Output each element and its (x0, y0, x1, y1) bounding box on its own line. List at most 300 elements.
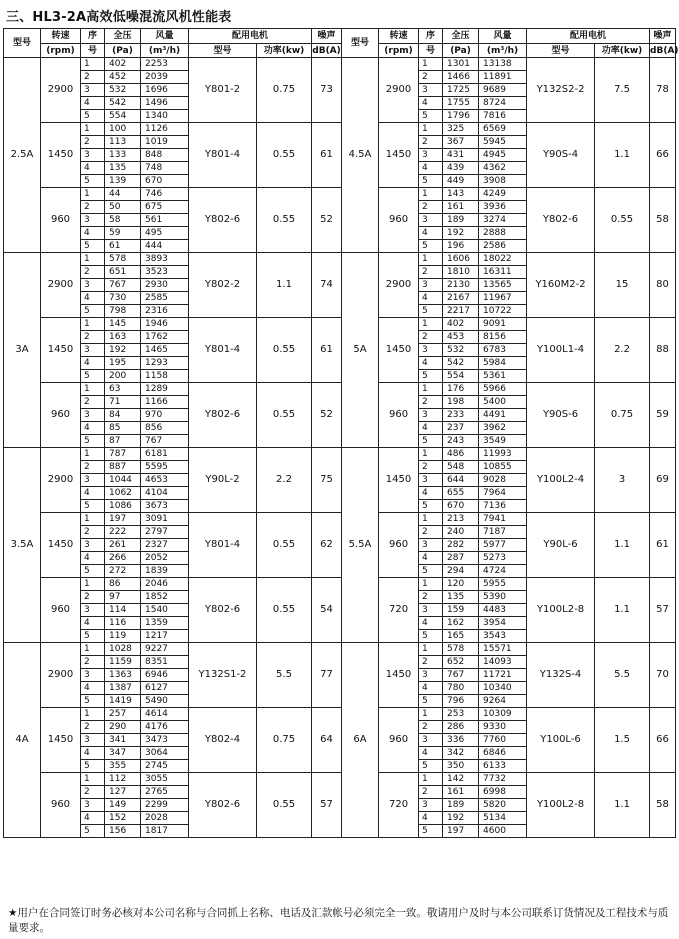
noise-cell: 88 (650, 318, 676, 383)
pressure-cell: 651 (105, 266, 141, 279)
rpm-cell: 1450 (379, 643, 419, 708)
flow-cell: 4362 (479, 162, 527, 175)
page-title: 三、HL3-2A高效低噪混流风机性能表 (6, 10, 232, 25)
flow-cell: 13565 (479, 279, 527, 292)
rpm-cell: 2900 (379, 253, 419, 318)
motor-power-cell: 0.55 (257, 318, 312, 383)
seq-cell: 4 (81, 422, 105, 435)
table-row (4, 253, 676, 266)
pressure-cell: 145 (105, 318, 141, 331)
noise-cell: 70 (650, 643, 676, 708)
fan-model-cell: 4A (4, 643, 41, 838)
seq-cell: 2 (419, 721, 443, 734)
flow-cell: 767 (141, 435, 189, 448)
flow-cell: 16311 (479, 266, 527, 279)
flow-cell: 8724 (479, 97, 527, 110)
motor-model-cell: Y802-6 (189, 773, 257, 838)
seq-cell: 4 (419, 292, 443, 305)
flow-cell: 10309 (479, 708, 527, 721)
seq-cell: 1 (81, 188, 105, 201)
pressure-cell: 355 (105, 760, 141, 773)
pressure-cell: 139 (105, 175, 141, 188)
flow-cell: 18022 (479, 253, 527, 266)
seq-cell: 3 (81, 799, 105, 812)
flow-cell: 5390 (479, 591, 527, 604)
flow-cell: 6569 (479, 123, 527, 136)
flow-cell: 11967 (479, 292, 527, 305)
noise-cell: 59 (650, 383, 676, 448)
rpm-cell: 720 (379, 578, 419, 643)
seq-cell: 5 (81, 565, 105, 578)
seq-cell: 2 (419, 71, 443, 84)
flow-cell: 4491 (479, 409, 527, 422)
flow-cell: 4653 (141, 474, 189, 487)
seq-cell: 4 (81, 97, 105, 110)
flow-cell: 3673 (141, 500, 189, 513)
pressure-cell: 165 (443, 630, 479, 643)
pressure-cell: 192 (105, 344, 141, 357)
seq-cell: 5 (419, 305, 443, 318)
seq-cell: 1 (81, 318, 105, 331)
seq-cell: 5 (81, 695, 105, 708)
noise-cell: 75 (312, 448, 342, 513)
flow-cell: 13138 (479, 58, 527, 71)
pressure-cell: 195 (105, 357, 141, 370)
seq-cell: 1 (419, 513, 443, 526)
seq-cell: 5 (81, 370, 105, 383)
seq-cell: 4 (81, 487, 105, 500)
seq-cell: 4 (81, 357, 105, 370)
flow-cell: 4176 (141, 721, 189, 734)
flow-cell: 1540 (141, 604, 189, 617)
flow-cell: 3064 (141, 747, 189, 760)
flow-cell: 15571 (479, 643, 527, 656)
flow-cell: 3055 (141, 773, 189, 786)
pressure-cell: 1062 (105, 487, 141, 500)
motor-model-cell: Y132S-4 (527, 643, 595, 708)
table-row (4, 773, 676, 786)
pressure-cell: 159 (443, 604, 479, 617)
pressure-cell: 294 (443, 565, 479, 578)
flow-cell: 1496 (141, 97, 189, 110)
pressure-cell: 59 (105, 227, 141, 240)
flow-cell: 856 (141, 422, 189, 435)
seq-cell: 2 (81, 266, 105, 279)
pressure-cell: 189 (443, 799, 479, 812)
seq-cell: 3 (419, 799, 443, 812)
noise-cell: 61 (312, 318, 342, 383)
flow-cell: 4945 (479, 149, 527, 162)
flow-cell: 3543 (479, 630, 527, 643)
pressure-cell: 240 (443, 526, 479, 539)
flow-cell: 5361 (479, 370, 527, 383)
fan-model-cell: 5A (342, 253, 379, 448)
pressure-cell: 548 (443, 461, 479, 474)
header-noise-unit: dB(A) (650, 45, 679, 56)
motor-model-cell: Y802-6 (189, 383, 257, 448)
pressure-cell: 44 (105, 188, 141, 201)
rpm-cell: 2900 (41, 58, 81, 123)
rpm-cell: 720 (379, 773, 419, 838)
seq-cell: 1 (81, 448, 105, 461)
flow-cell: 2745 (141, 760, 189, 773)
seq-cell: 4 (419, 487, 443, 500)
seq-cell: 5 (419, 240, 443, 253)
flow-cell: 1166 (141, 396, 189, 409)
header-rpm-unit: (rpm) (41, 44, 81, 58)
seq-cell: 3 (81, 279, 105, 292)
motor-power-cell: 3 (595, 448, 650, 513)
noise-cell: 58 (650, 773, 676, 838)
pressure-cell: 341 (105, 734, 141, 747)
flow-cell: 2327 (141, 539, 189, 552)
pressure-cell: 113 (105, 136, 141, 149)
flow-cell: 5273 (479, 552, 527, 565)
seq-cell: 1 (419, 448, 443, 461)
seq-cell: 5 (419, 825, 443, 838)
pressure-cell: 161 (443, 201, 479, 214)
flow-cell: 6998 (479, 786, 527, 799)
flow-cell: 4600 (479, 825, 527, 838)
flow-cell: 5977 (479, 539, 527, 552)
flow-cell: 11891 (479, 71, 527, 84)
seq-cell: 4 (81, 682, 105, 695)
flow-cell: 444 (141, 240, 189, 253)
rpm-cell: 1450 (41, 123, 81, 188)
rpm-cell: 960 (379, 708, 419, 773)
flow-cell: 9227 (141, 643, 189, 656)
motor-power-cell: 0.55 (257, 123, 312, 188)
pressure-cell: 85 (105, 422, 141, 435)
motor-power-cell: 1.1 (595, 123, 650, 188)
pressure-cell: 402 (105, 58, 141, 71)
flow-cell: 5134 (479, 812, 527, 825)
flow-cell: 5984 (479, 357, 527, 370)
noise-cell: 80 (650, 253, 676, 318)
flow-cell: 495 (141, 227, 189, 240)
fan-model-cell: 2.5A (4, 58, 41, 253)
flow-cell: 1126 (141, 123, 189, 136)
flow-cell: 6846 (479, 747, 527, 760)
seq-cell: 1 (81, 773, 105, 786)
table-row (4, 578, 676, 591)
performance-table-body (4, 58, 676, 838)
seq-cell: 2 (81, 526, 105, 539)
header-rpm-unit: (rpm) (379, 44, 419, 58)
pressure-cell: 200 (105, 370, 141, 383)
flow-cell: 7941 (479, 513, 527, 526)
pressure-cell: 192 (443, 227, 479, 240)
pressure-cell: 542 (443, 357, 479, 370)
flow-cell: 670 (141, 175, 189, 188)
flow-cell: 10340 (479, 682, 527, 695)
flow-cell: 7760 (479, 734, 527, 747)
order-notice: ★用户在合同签订时务必核对本公司名称与合同抓上名称、电话及汇款帐号必须完全一致。敬请用户及时与本公司联系订货情况及工程技术与质量要求。 (8, 907, 669, 934)
rpm-cell: 2900 (41, 448, 81, 513)
rpm-cell: 1450 (41, 708, 81, 773)
flow-cell: 3962 (479, 422, 527, 435)
pressure-cell: 367 (443, 136, 479, 149)
flow-cell: 3908 (479, 175, 527, 188)
header-pressure: 全压 (105, 29, 141, 44)
seq-cell: 4 (81, 552, 105, 565)
seq-cell: 1 (419, 578, 443, 591)
motor-power-cell: 0.55 (257, 513, 312, 578)
pressure-cell: 58 (105, 214, 141, 227)
header-motor-group: 配用电机 (527, 29, 650, 44)
flow-cell: 8156 (479, 331, 527, 344)
flow-cell: 1946 (141, 318, 189, 331)
motor-power-cell: 1.1 (595, 578, 650, 643)
pressure-cell: 347 (105, 747, 141, 760)
seq-cell: 5 (81, 630, 105, 643)
flow-cell: 6181 (141, 448, 189, 461)
flow-cell: 9689 (479, 84, 527, 97)
motor-power-cell: 0.55 (257, 188, 312, 253)
fan-model-cell: 4.5A (342, 58, 379, 253)
pressure-cell: 578 (105, 253, 141, 266)
flow-cell: 10855 (479, 461, 527, 474)
flow-cell: 3274 (479, 214, 527, 227)
flow-cell: 2253 (141, 58, 189, 71)
flow-cell: 7187 (479, 526, 527, 539)
seq-cell: 2 (81, 591, 105, 604)
noise-cell: 66 (650, 708, 676, 773)
pressure-cell: 532 (443, 344, 479, 357)
flow-cell: 2765 (141, 786, 189, 799)
seq-cell: 4 (419, 97, 443, 110)
noise-cell: 62 (312, 513, 342, 578)
pressure-cell: 1725 (443, 84, 479, 97)
pressure-cell: 282 (443, 539, 479, 552)
flow-cell: 970 (141, 409, 189, 422)
pressure-cell: 787 (105, 448, 141, 461)
seq-cell: 2 (81, 396, 105, 409)
seq-cell: 2 (81, 461, 105, 474)
header-flow: 风量 (479, 29, 527, 44)
motor-model-cell: Y802-6 (189, 578, 257, 643)
seq-cell: 1 (419, 773, 443, 786)
pressure-cell: 197 (105, 513, 141, 526)
seq-cell: 2 (419, 331, 443, 344)
seq-cell: 4 (419, 682, 443, 695)
flow-cell: 2046 (141, 578, 189, 591)
pressure-cell: 253 (443, 708, 479, 721)
rpm-cell: 2900 (41, 643, 81, 708)
pressure-cell: 431 (443, 149, 479, 162)
seq-cell: 3 (419, 409, 443, 422)
seq-cell: 4 (81, 162, 105, 175)
seq-cell: 1 (81, 578, 105, 591)
flow-cell: 3954 (479, 617, 527, 630)
flow-cell: 2585 (141, 292, 189, 305)
motor-model-cell: Y802-4 (189, 708, 257, 773)
seq-cell: 1 (81, 708, 105, 721)
seq-cell: 5 (419, 500, 443, 513)
seq-cell: 2 (419, 656, 443, 669)
motor-power-cell: 0.55 (257, 773, 312, 838)
flow-cell: 746 (141, 188, 189, 201)
flow-cell: 5945 (479, 136, 527, 149)
table-row (4, 643, 676, 656)
motor-power-cell: 5.5 (595, 643, 650, 708)
flow-cell: 6127 (141, 682, 189, 695)
seq-cell: 3 (81, 669, 105, 682)
pressure-cell: 286 (443, 721, 479, 734)
seq-cell: 2 (419, 266, 443, 279)
pressure-cell: 149 (105, 799, 141, 812)
motor-model-cell: Y801-4 (189, 318, 257, 383)
flow-cell: 5820 (479, 799, 527, 812)
seq-cell: 3 (419, 84, 443, 97)
rpm-cell: 960 (41, 578, 81, 643)
pressure-cell: 796 (443, 695, 479, 708)
motor-model-cell: Y802-6 (189, 188, 257, 253)
noise-cell: 69 (650, 448, 676, 513)
header-motor-model: 型号 (527, 44, 595, 58)
noise-cell: 66 (650, 123, 676, 188)
noise-cell: 57 (312, 773, 342, 838)
flow-cell: 3523 (141, 266, 189, 279)
motor-power-cell: 0.75 (257, 58, 312, 123)
seq-cell: 2 (81, 136, 105, 149)
motor-model-cell: Y90L-6 (527, 513, 595, 578)
motor-model-cell: Y90S-4 (527, 123, 595, 188)
flow-cell: 2028 (141, 812, 189, 825)
seq-cell: 1 (81, 383, 105, 396)
header-rpm: 转速 (41, 29, 81, 44)
pressure-cell: 243 (443, 435, 479, 448)
pressure-cell: 120 (443, 578, 479, 591)
pressure-cell: 135 (443, 591, 479, 604)
motor-power-cell: 1.1 (595, 773, 650, 838)
pressure-cell: 2167 (443, 292, 479, 305)
seq-cell: 5 (81, 110, 105, 123)
pressure-cell: 116 (105, 617, 141, 630)
header-pressure-unit: (Pa) (443, 44, 479, 58)
rpm-cell: 1450 (379, 318, 419, 383)
rpm-cell: 1450 (379, 448, 419, 513)
noise-cell: 61 (650, 513, 676, 578)
flow-cell: 6133 (479, 760, 527, 773)
pressure-cell: 1044 (105, 474, 141, 487)
motor-power-cell: 0.55 (595, 188, 650, 253)
pressure-cell: 50 (105, 201, 141, 214)
seq-cell: 3 (81, 84, 105, 97)
seq-cell: 5 (81, 175, 105, 188)
pressure-cell: 84 (105, 409, 141, 422)
flow-cell: 1762 (141, 331, 189, 344)
flow-cell: 1019 (141, 136, 189, 149)
motor-power-cell: 5.5 (257, 643, 312, 708)
pressure-cell: 342 (443, 747, 479, 760)
motor-model-cell: Y132S2-2 (527, 58, 595, 123)
noise-cell: 52 (312, 188, 342, 253)
flow-cell: 2888 (479, 227, 527, 240)
motor-model-cell: Y100L2-8 (527, 578, 595, 643)
noise-cell: 77 (312, 643, 342, 708)
seq-cell: 1 (419, 383, 443, 396)
pressure-cell: 652 (443, 656, 479, 669)
flow-cell: 3473 (141, 734, 189, 747)
pressure-cell: 2217 (443, 305, 479, 318)
header-model: 型号 (342, 29, 379, 58)
pressure-cell: 152 (105, 812, 141, 825)
motor-model-cell: Y90L-2 (189, 448, 257, 513)
seq-cell: 5 (81, 435, 105, 448)
noise-cell: 54 (312, 578, 342, 643)
pressure-cell: 486 (443, 448, 479, 461)
pressure-cell: 887 (105, 461, 141, 474)
noise-cell: 64 (312, 708, 342, 773)
rpm-cell: 2900 (379, 58, 419, 123)
rpm-cell: 960 (379, 188, 419, 253)
flow-cell: 9264 (479, 695, 527, 708)
header-power: 功率(kw) (257, 44, 312, 58)
motor-power-cell: 0.75 (257, 708, 312, 773)
rpm-cell: 960 (379, 383, 419, 448)
pressure-cell: 1387 (105, 682, 141, 695)
motor-model-cell: Y801-2 (189, 58, 257, 123)
flow-cell: 3091 (141, 513, 189, 526)
seq-cell: 4 (81, 227, 105, 240)
seq-cell: 3 (419, 149, 443, 162)
seq-cell: 1 (81, 123, 105, 136)
flow-cell: 748 (141, 162, 189, 175)
seq-cell: 3 (419, 214, 443, 227)
pressure-cell: 119 (105, 630, 141, 643)
pressure-cell: 542 (105, 97, 141, 110)
seq-cell: 4 (419, 617, 443, 630)
seq-cell: 5 (419, 435, 443, 448)
flow-cell: 4104 (141, 487, 189, 500)
fan-model-cell: 6A (342, 643, 379, 838)
pressure-cell: 196 (443, 240, 479, 253)
seq-cell: 2 (81, 786, 105, 799)
pressure-cell: 780 (443, 682, 479, 695)
seq-cell: 1 (81, 58, 105, 71)
pressure-cell: 176 (443, 383, 479, 396)
pressure-cell: 266 (105, 552, 141, 565)
flow-cell: 9028 (479, 474, 527, 487)
flow-cell: 1293 (141, 357, 189, 370)
pressure-cell: 162 (443, 617, 479, 630)
pressure-cell: 97 (105, 591, 141, 604)
seq-cell: 2 (419, 526, 443, 539)
pressure-cell: 554 (443, 370, 479, 383)
seq-cell: 2 (419, 461, 443, 474)
motor-power-cell: 0.55 (257, 383, 312, 448)
rpm-cell: 960 (41, 773, 81, 838)
seq-cell: 2 (419, 591, 443, 604)
table-row (4, 318, 676, 331)
motor-model-cell: Y100L2-8 (527, 773, 595, 838)
flow-cell: 2797 (141, 526, 189, 539)
pressure-cell: 287 (443, 552, 479, 565)
flow-cell: 1340 (141, 110, 189, 123)
seq-cell: 3 (419, 474, 443, 487)
seq-cell: 2 (419, 396, 443, 409)
seq-cell: 3 (81, 474, 105, 487)
noise-cell: 57 (650, 578, 676, 643)
flow-cell: 4483 (479, 604, 527, 617)
pressure-cell: 453 (443, 331, 479, 344)
pressure-cell: 402 (443, 318, 479, 331)
seq-cell: 3 (81, 344, 105, 357)
motor-model-cell: Y100L1-4 (527, 318, 595, 383)
seq-cell: 5 (419, 110, 443, 123)
seq-cell: 5 (419, 695, 443, 708)
